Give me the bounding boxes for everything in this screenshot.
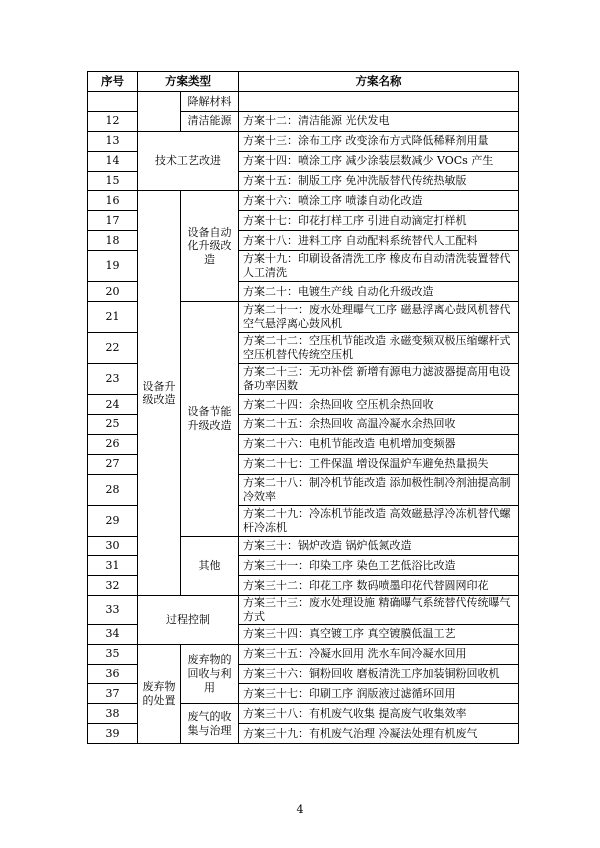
scheme-name: 方案二十八：制冷机节能改造 添加极性制冷剂油提高制冷效率	[239, 474, 519, 505]
table-row	[88, 131, 519, 151]
scheme-name: 方案三十一：印染工序 染色工艺低浴比改造	[239, 556, 519, 576]
scheme-name: 方案十九：印刷设备清洗工序 橡皮布自动清洗装置替代人工清洗	[239, 251, 519, 282]
scheme-name: 方案十三：涂布工序 改变涂布方式降低稀释剂用量	[239, 131, 519, 151]
row-number: 19	[88, 251, 138, 282]
row-number: 31	[88, 556, 138, 576]
row-number: 13	[88, 131, 138, 151]
page-number: 4	[296, 803, 304, 816]
row-number: 38	[88, 704, 138, 724]
scheme-name: 方案十二：清洁能源 光伏发电	[239, 111, 519, 131]
scheme-name: 方案二十四：余热回收 空压机余热回收	[239, 395, 519, 415]
row-number: 15	[88, 171, 138, 191]
table-row	[88, 596, 519, 625]
table-row	[88, 191, 519, 211]
scheme-name: 方案二十七：工件保温 增设保温炉车避免热量损失	[239, 454, 519, 474]
row-number: 37	[88, 684, 138, 704]
category-equip-other: 其他	[181, 536, 239, 596]
scheme-name: 方案三十八：有机废气收集 提高废气收集效率	[239, 704, 519, 724]
row-number: 22	[88, 333, 138, 364]
row-number: 39	[88, 724, 138, 744]
scheme-name: 方案二十三：无功补偿 新增有源电力滤波器提高用电设备功率因数	[239, 364, 519, 395]
row-number	[88, 92, 138, 112]
row-number: 26	[88, 434, 138, 454]
scheme-name: 方案二十二：空压机节能改造 永磁变频双极压缩螺杆式空压机替代传统空压机	[239, 333, 519, 364]
scheme-name	[239, 92, 519, 112]
category-tech-process: 技术工艺改进	[138, 131, 239, 191]
header-type: 方案类型	[138, 72, 239, 92]
category-equip-energy: 设备节能升级改造	[181, 302, 239, 537]
scheme-name: 方案二十一：废水处理曝气工序 磁悬浮离心鼓风机替代空气悬浮离心鼓风机	[239, 302, 519, 333]
row-number: 14	[88, 151, 138, 171]
row-number: 30	[88, 536, 138, 556]
category-clean-energy: 清洁能源	[181, 111, 239, 131]
table-header-row	[88, 72, 519, 92]
scheme-name: 方案三十二：印花工序 数码喷墨印花代替圆网印花	[239, 576, 519, 596]
header-name: 方案名称	[239, 72, 519, 92]
row-number: 12	[88, 111, 138, 131]
row-number: 35	[88, 644, 138, 664]
category-equip-upgrade: 设备升级改造	[138, 191, 181, 596]
category-waste-handling: 废弃物的处置	[138, 644, 181, 743]
category-process-control: 过程控制	[138, 596, 239, 644]
scheme-name: 方案三十七：印刷工序 润版液过滤循环回用	[239, 684, 519, 704]
row-number: 29	[88, 505, 138, 536]
row-number: 24	[88, 395, 138, 415]
row-number: 23	[88, 364, 138, 395]
row-number: 33	[88, 596, 138, 625]
scheme-name: 方案三十九：有机废气治理 冷凝法处理有机废气	[239, 724, 519, 744]
scheme-name: 方案三十六：铜粉回收 磨板清洗工序加装铜粉回收机	[239, 664, 519, 684]
row-number: 16	[88, 191, 138, 211]
row-number: 36	[88, 664, 138, 684]
scheme-name: 方案二十九：冷冻机节能改造 高效磁悬浮冷冻机替代螺杆冷冻机	[239, 505, 519, 536]
scheme-name: 方案十七：印花打样工序 引进自动滴定打样机	[239, 211, 519, 231]
row-number: 25	[88, 414, 138, 434]
row-number: 34	[88, 624, 138, 644]
scheme-name: 方案三十三：废水处理设施 精确曝气系统替代传统曝气方式	[239, 596, 519, 625]
scheme-table	[87, 71, 519, 744]
scheme-name: 方案十六：喷涂工序 喷漆自动化改造	[239, 191, 519, 211]
category-waste-recycle: 废弃物的回收与利用	[181, 644, 239, 704]
row-number: 28	[88, 474, 138, 505]
scheme-name: 方案十四：喷涂工序 减少涂装层数减少 VOCs 产生	[239, 151, 519, 171]
row-number: 27	[88, 454, 138, 474]
table-row	[88, 92, 519, 112]
scheme-name: 方案十八：进料工序 自动配料系统替代人工配料	[239, 231, 519, 251]
scheme-name: 方案三十：锅炉改造 锅炉低氮改造	[239, 536, 519, 556]
row-number: 32	[88, 576, 138, 596]
scheme-name: 方案三十四：真空镀工序 真空镀膜低温工艺	[239, 624, 519, 644]
header-no: 序号	[88, 72, 138, 92]
row-number: 17	[88, 211, 138, 231]
scheme-name: 方案二十五：余热回收 高温冷凝水余热回收	[239, 414, 519, 434]
table-row	[88, 644, 519, 664]
row-number: 18	[88, 231, 138, 251]
row-number: 21	[88, 302, 138, 333]
row-number: 20	[88, 282, 138, 302]
scheme-name: 方案二十六：电机节能改造 电机增加变频器	[239, 434, 519, 454]
category-cell-blank	[138, 92, 181, 132]
scheme-name: 方案二十：电镀生产线 自动化升级改造	[239, 282, 519, 302]
category-equip-auto: 设备自动化升级改造	[181, 191, 239, 302]
scheme-name: 方案三十五：冷凝水回用 洗水车间冷凝水回用	[239, 644, 519, 664]
scheme-name: 方案十五：制版工序 免冲洗版替代传统热敏版	[239, 171, 519, 191]
category-waste-gas: 废气的收集与治理	[181, 704, 239, 744]
category-degradable: 降解材料	[181, 92, 239, 112]
